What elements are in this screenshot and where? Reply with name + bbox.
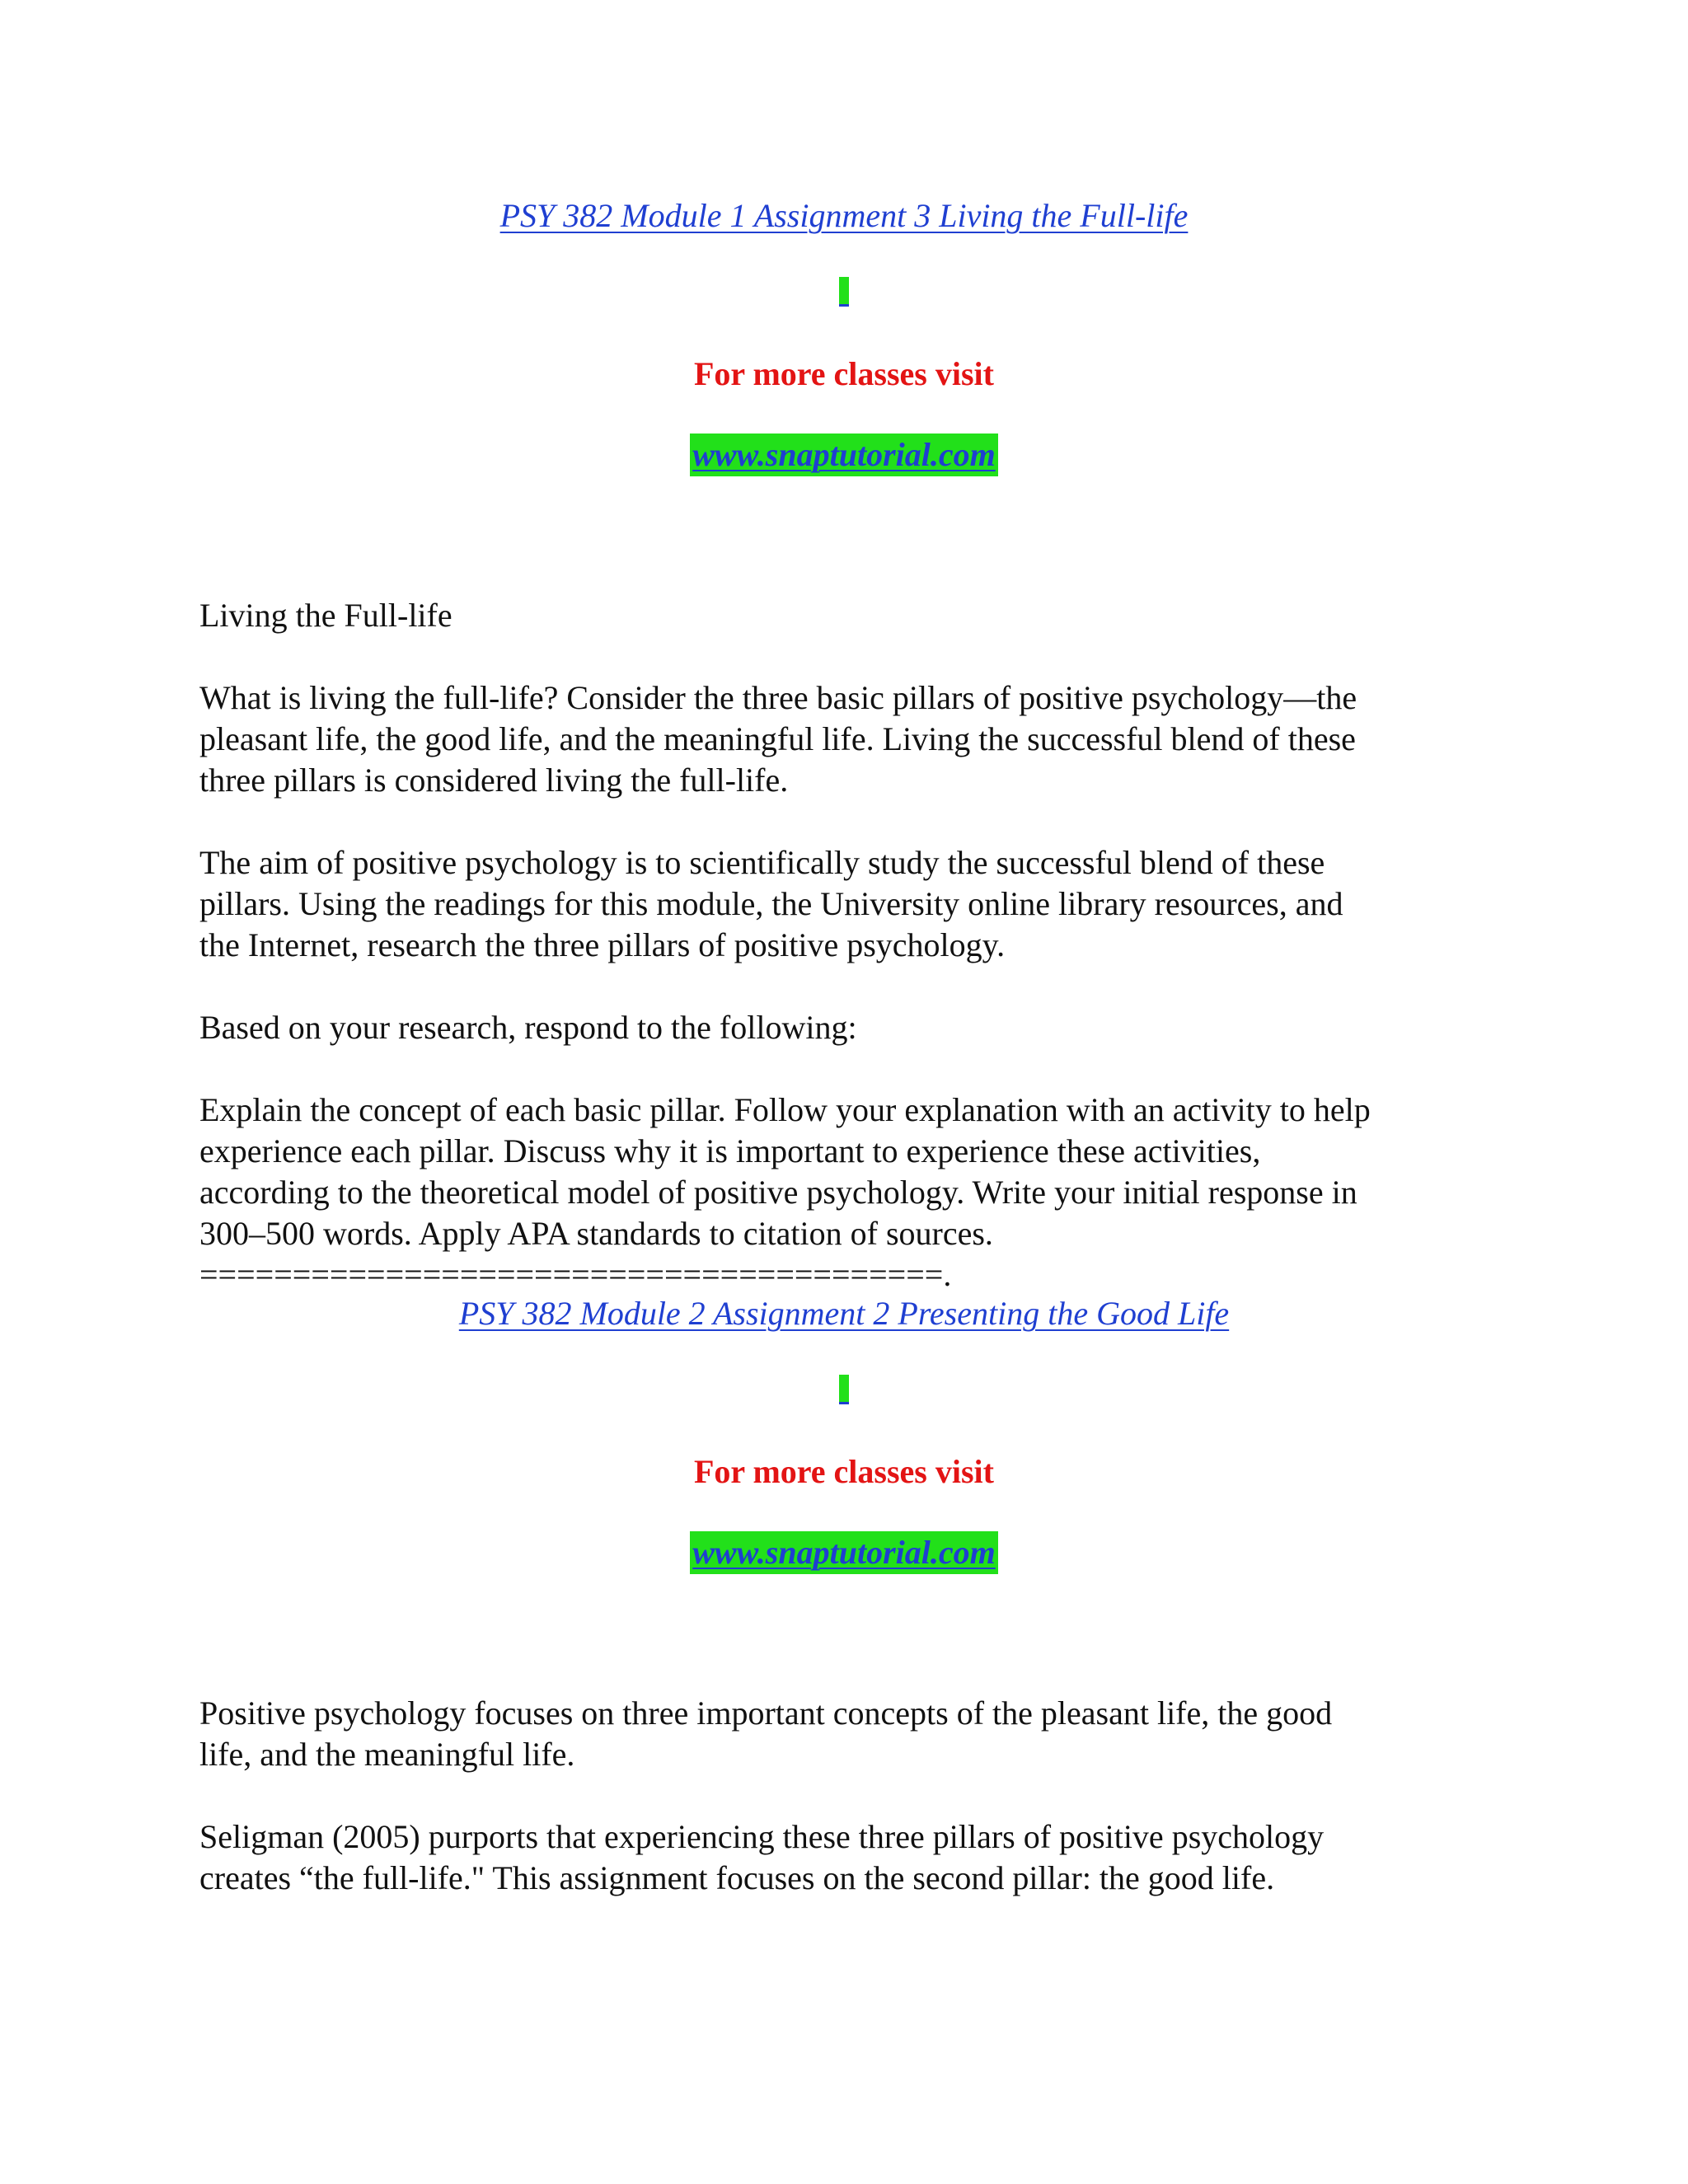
- highlight-marker[interactable]: [839, 1375, 849, 1404]
- site-row-2: [0, 1531, 1688, 1574]
- title-row-2: [0, 1294, 1688, 1333]
- site-link[interactable]: www.snaptutorial.com: [690, 1531, 998, 1574]
- text-line: Positive psychology focuses on three important concepts of the pleasant life, the good: [199, 1694, 1333, 1732]
- promo-row-1: [0, 354, 1688, 393]
- text-line: three pillars is considered living the full-life.: [199, 762, 789, 799]
- assignment-title-link-2[interactable]: PSY 382 Module 2 Assignment 2 Presenting the Good Life: [458, 1295, 1230, 1332]
- text-line: experience each pillar. Discuss why it is important to experience these activities,: [199, 1132, 1261, 1169]
- paragraph: [199, 1007, 1485, 1048]
- text-line: 300–500 words. Apply APA standards to citation of sources.: [199, 1215, 993, 1252]
- title-row-1: [0, 196, 1688, 235]
- text-line: life, and the meaningful life.: [199, 1736, 575, 1773]
- promo-row-2: [0, 1452, 1688, 1491]
- text-line: according to the theoretical model of positive psychology. Write your initial response in: [199, 1174, 1357, 1211]
- text-line: What is living the full-life? Consider the three basic pillars of positive psychology—the: [199, 679, 1357, 716]
- site-row-1: [0, 434, 1688, 476]
- paragraph: [199, 1816, 1485, 1899]
- promo-text: For more classes visit: [693, 1453, 994, 1490]
- paragraph: [199, 677, 1485, 801]
- text-line: pleasant life, the good life, and the meaningful life. Living the successful blend of these: [199, 720, 1356, 757]
- site-link[interactable]: www.snaptutorial.com: [690, 434, 998, 476]
- highlight-marker[interactable]: [839, 277, 849, 307]
- paragraph: [199, 1693, 1485, 1775]
- paragraph: [199, 1090, 1485, 1296]
- section-heading: [199, 595, 1485, 636]
- assignment-title-link-1[interactable]: PSY 382 Module 1 Assignment 3 Living the Full-life: [499, 197, 1189, 234]
- paragraph: [199, 842, 1485, 966]
- text-line: the Internet, research the three pillars of positive psychology.: [199, 926, 1006, 963]
- marker-row-1: [0, 277, 1688, 311]
- text-line: The aim of positive psychology is to scientifically study the successful blend of these: [199, 844, 1325, 881]
- marker-row-2: [0, 1375, 1688, 1408]
- heading-text: Living the Full-life: [199, 597, 452, 634]
- separator-line: ========================================.: [199, 1256, 952, 1293]
- text-line: creates “the full-life." This assignment focuses on the second pillar: the good life.: [199, 1859, 1275, 1896]
- text-line: Seligman (2005) purports that experiencing these three pillars of positive psychology: [199, 1818, 1325, 1855]
- promo-text: For more classes visit: [693, 355, 994, 392]
- text-line: Based on your research, respond to the following:: [199, 1009, 857, 1046]
- text-line: pillars. Using the readings for this module, the University online library resources, and: [199, 885, 1343, 922]
- text-line: Explain the concept of each basic pillar. Follow your explanation with an activity to help: [199, 1091, 1371, 1128]
